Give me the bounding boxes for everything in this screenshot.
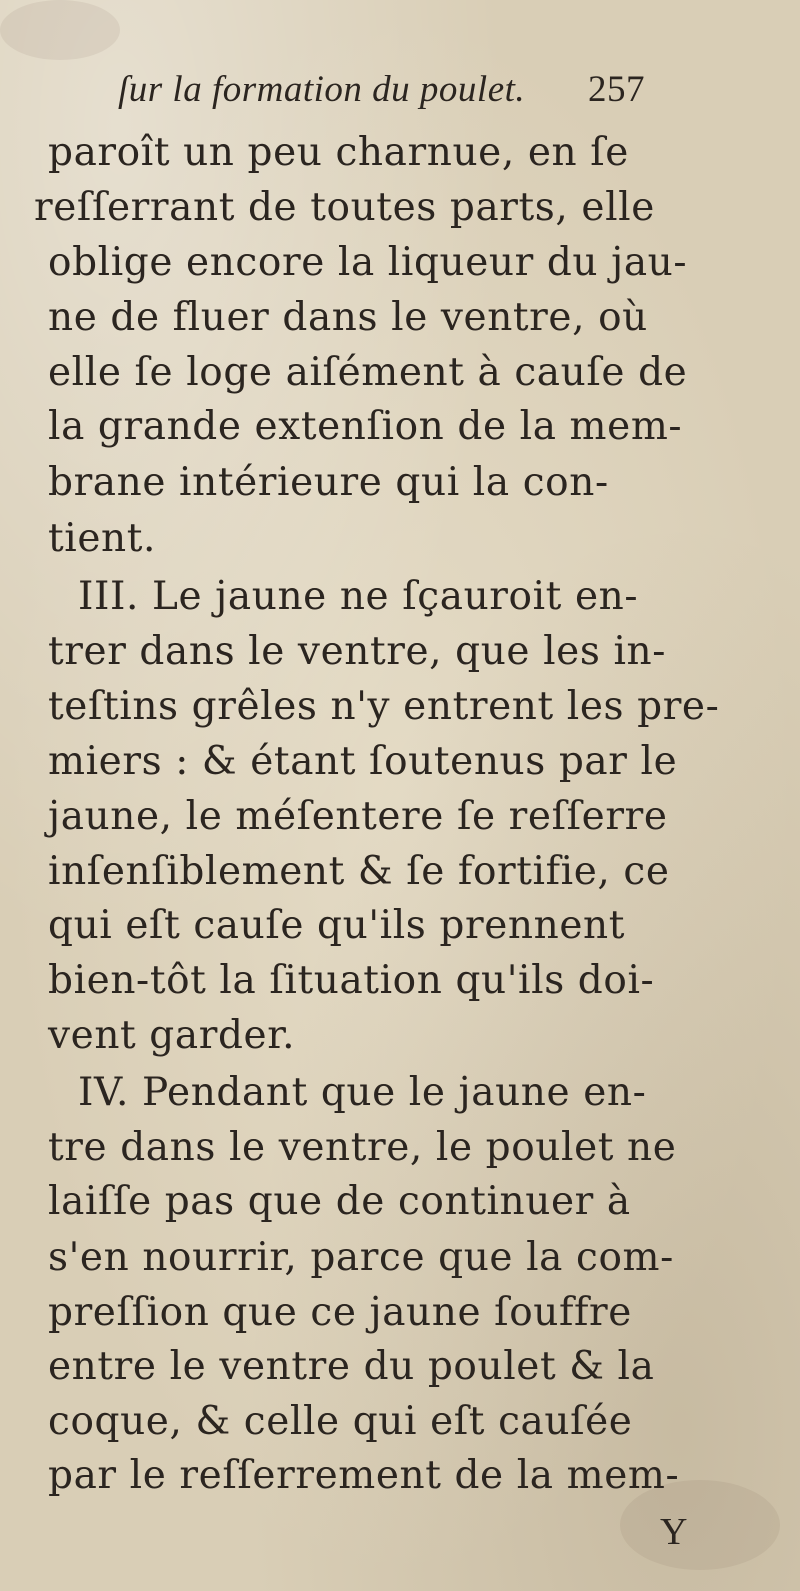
text-line: IV. Pendant que le jaune en- bbox=[78, 1070, 647, 1115]
text-line: s'en nourrir, parce que la com- bbox=[48, 1235, 674, 1280]
text-line: coque, & celle qui eſt cauſée bbox=[48, 1399, 633, 1444]
text-line: reſſerrant de toutes parts, elle bbox=[34, 185, 655, 230]
text-line: III. Le jaune ne ſçauroit en- bbox=[78, 574, 639, 619]
text-line: par le reſſerrement de la mem- bbox=[48, 1453, 680, 1498]
page-number: 257 bbox=[588, 69, 645, 110]
text-line: inſenſiblement & ſe fortifie, ce bbox=[48, 849, 670, 894]
text-line: tient. bbox=[48, 516, 157, 561]
text-line: tre dans le ventre, le poulet ne bbox=[48, 1125, 677, 1170]
text-line: ne de fluer dans le ventre, où bbox=[48, 295, 648, 340]
text-line: entre le ventre du poulet & la bbox=[48, 1344, 655, 1389]
text-line: paroît un peu charnue, en ſe bbox=[48, 130, 629, 175]
text-line: bien-tôt la ſituation qu'ils doi- bbox=[48, 958, 655, 1003]
text-line: preſſion que ce jaune ſouffre bbox=[48, 1290, 632, 1335]
running-title: ſur la formation du poulet. bbox=[118, 69, 526, 110]
text-line: laiſſe pas que de continuer à bbox=[48, 1179, 631, 1224]
text-line: elle ſe loge aiſément à cauſe de bbox=[48, 350, 688, 395]
text-line: brane intérieure qui la con- bbox=[48, 460, 609, 505]
text-line: qui eſt cauſe qu'ils prennent bbox=[48, 903, 626, 948]
text-line: la grande extenſion de la mem- bbox=[48, 404, 683, 449]
text-line: vent garder. bbox=[48, 1013, 296, 1058]
text-line: miers : & étant ſoutenus par le bbox=[48, 739, 678, 784]
text-line: trer dans le ventre, que les in- bbox=[48, 629, 667, 674]
text-line: oblige encore la liqueur du jau- bbox=[48, 240, 688, 285]
running-header bbox=[118, 68, 645, 111]
text-line: jaune, le méſentere ſe reſſerre bbox=[48, 794, 668, 839]
text-line: teſtins grêles n'y entrent les pre- bbox=[48, 684, 720, 729]
signature-mark: Y bbox=[660, 1511, 688, 1553]
paper-stain bbox=[0, 0, 120, 60]
